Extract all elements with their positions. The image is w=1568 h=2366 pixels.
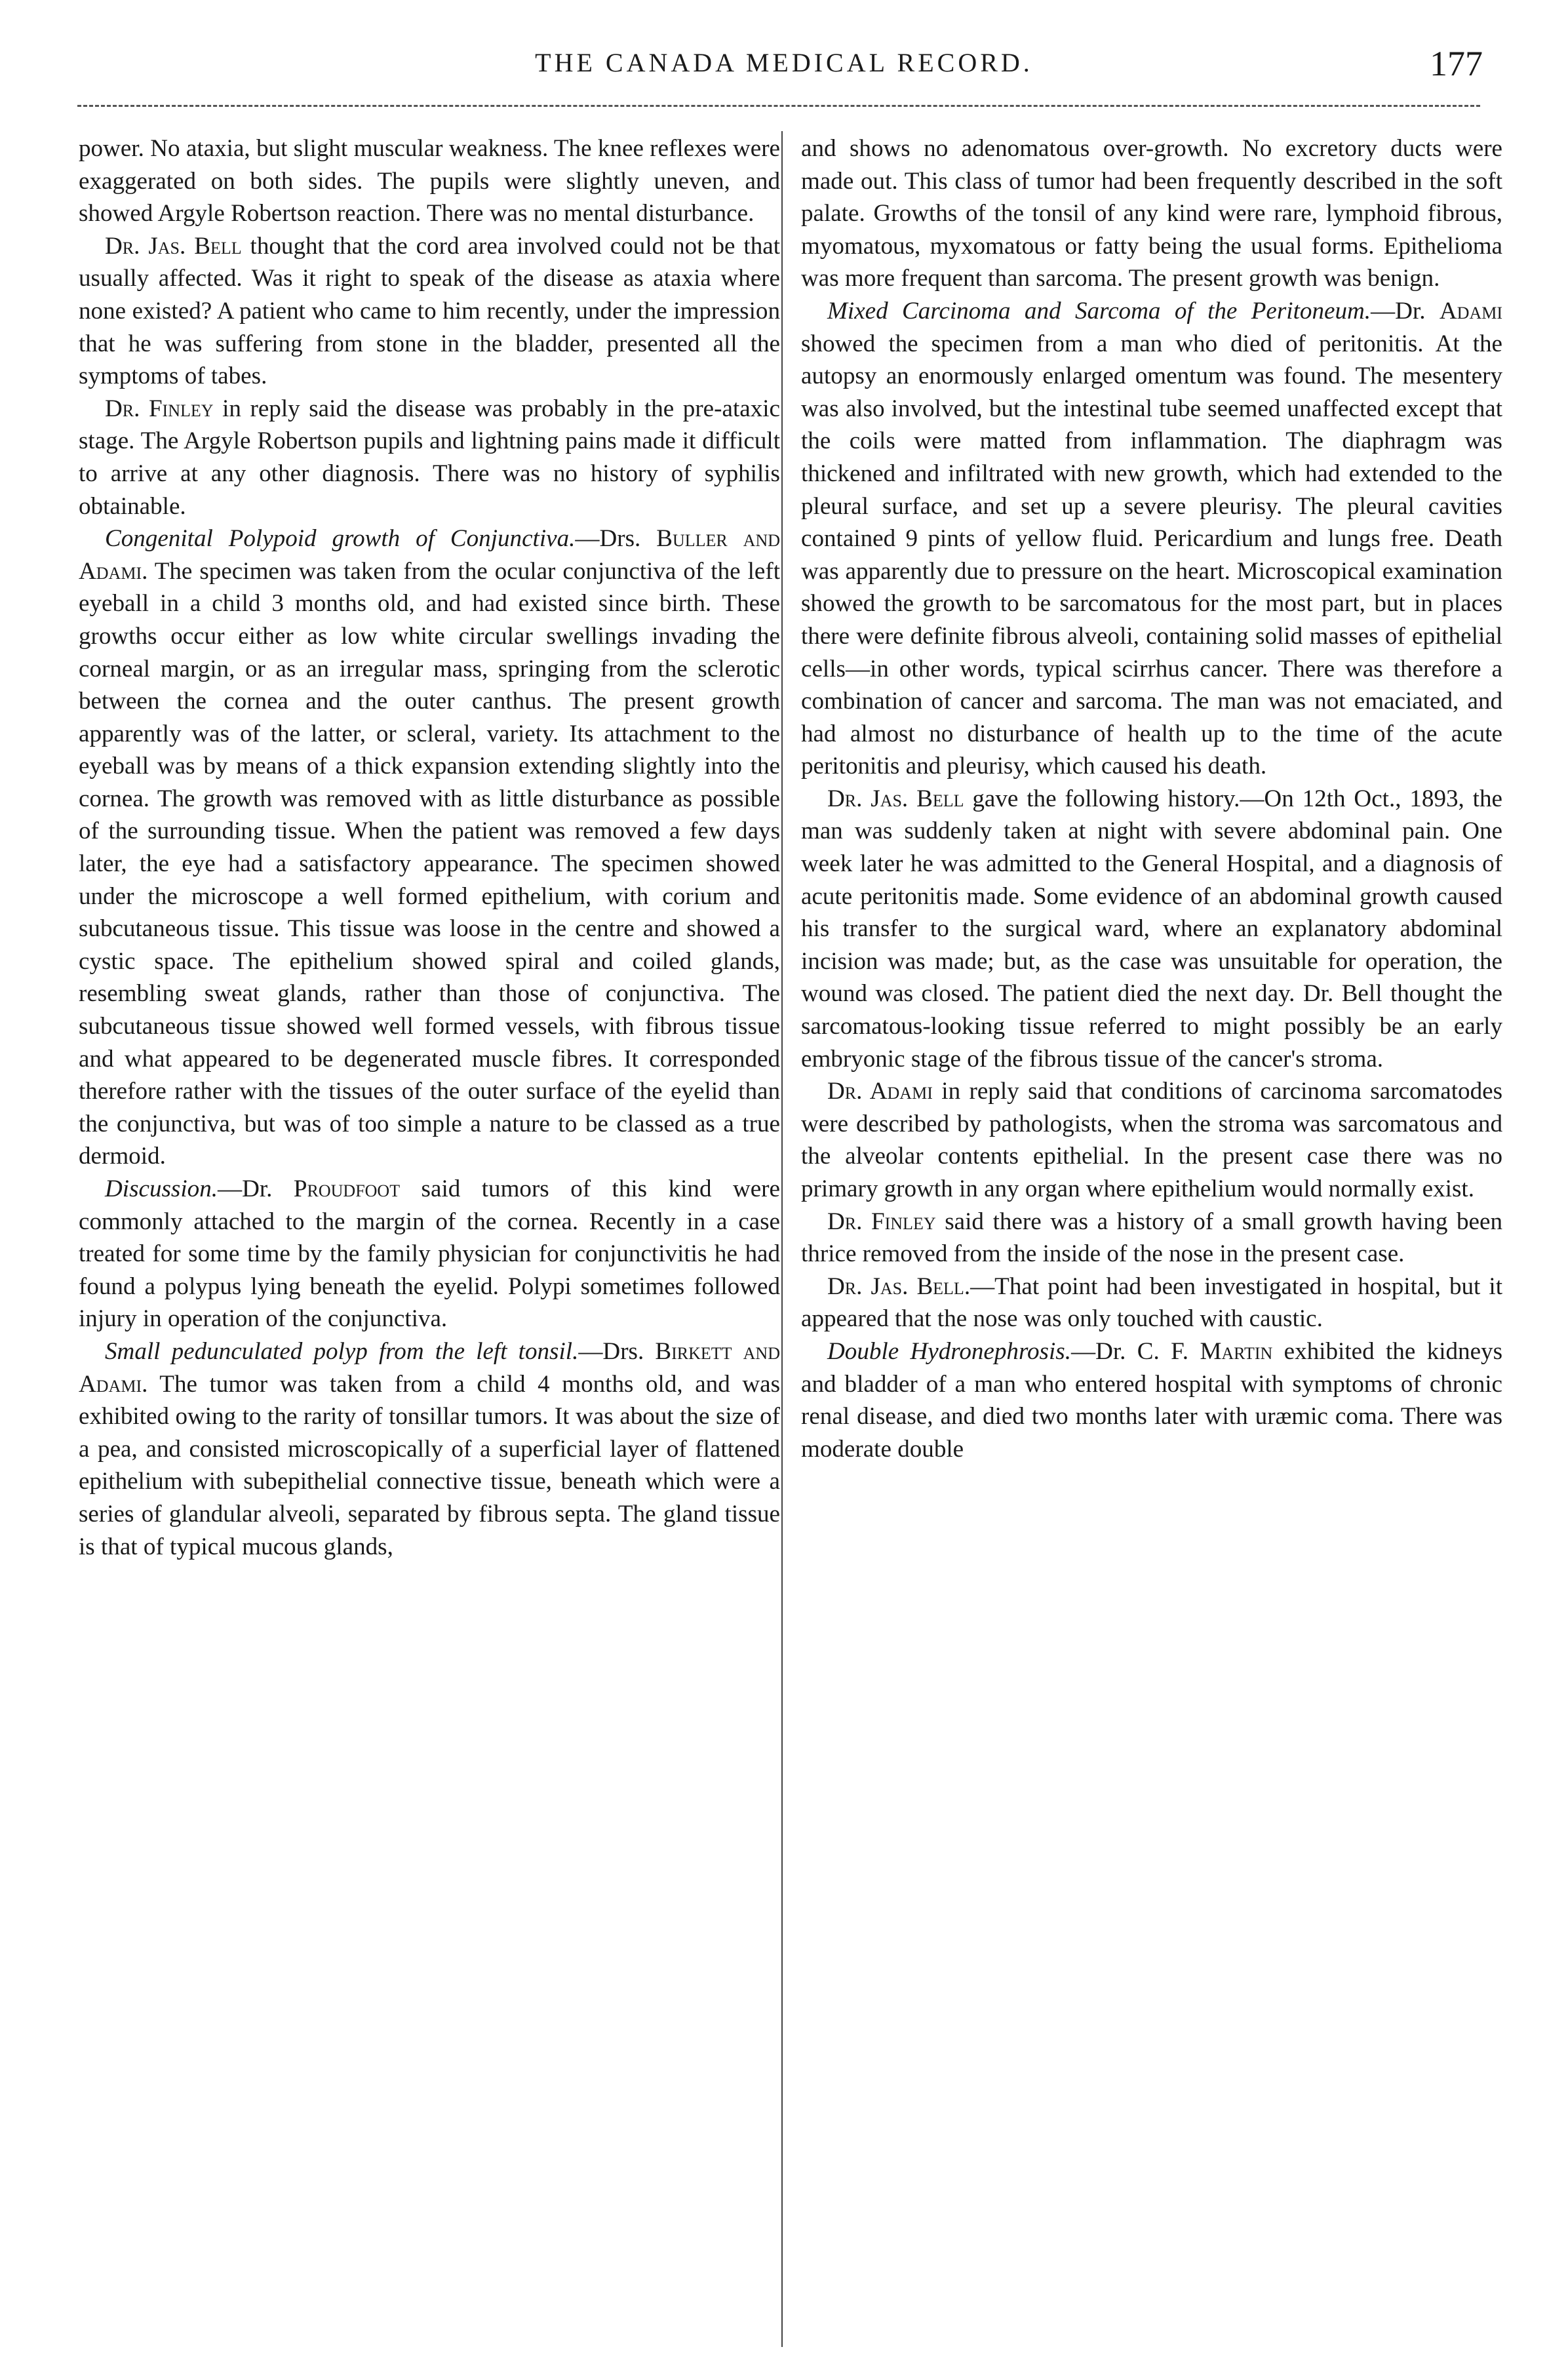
paragraph-text: The tumor was taken from a child 4 months old, and was exhibited owing to the rarity of tonsillar tumors. It was about the size of a pea, and consisted microscopically of a superficial layer of flattened epithelium with subepithelial connective tissue, beneath which were a series of glandular alveoli, separated by fibrous septa. The gland tissue is that of typical mucous glands, [79,1370,780,1560]
page-number: 177 [1430,44,1483,83]
speaker-name: Dr. Adami [827,1078,933,1105]
paragraph-text: and shows no adenomatous over-growth. No excretory ducts were made out. This class of tumor had been frequently described in the soft palate. Growths of the tonsil of any kind were rare, lymphoid fibrous, myomatous, myxomatous or fatty being the usual forms. Epithelioma was more frequent than sarcoma. The present growth was benign. [801,135,1502,292]
paragraph [801,1271,1502,1335]
paragraph-text: thought that the cord area involved could not be that usually affected. Was it right to speak of the disease as ataxia where none existed? A patient who came to him recently, under the impression that he was suffering from stone in the bladder, presented all the symptoms of tabes. [79,232,780,390]
paragraph [801,1075,1502,1205]
paragraph-text: power. No ataxia, but slight muscular weakness. The knee reflexes were exaggerated on both sides. The pupils were slightly uneven, and showed Argyle Robertson reaction. There was no mental disturbance. [79,135,780,227]
section-title: Small pedunculated polyp from the left tonsil. [105,1337,579,1365]
paragraph-text: exhibited the kidneys and bladder of a man who entered hospital with symptoms of chronic renal disease, and died two months later with uræmic coma. There was moderate double [801,1337,1502,1463]
paragraph [801,1335,1502,1465]
paragraph-text: in reply said that conditions of carcinoma sarcomatodes were described by pathologists, when the stroma was sarcomatous and the alveolar contents epithelial. In the present case there was no primary growth in any organ where epithelium would normally exist. [801,1078,1502,1202]
paragraph-text: said there was a history of a small growth having been thrice removed from the inside of the nose in the present case. [801,1208,1502,1268]
speaker-name: Dr. Jas. Bell. [827,1272,971,1300]
paragraph-text: The specimen was taken from the ocular conjunctiva of the left eyeball in a child 3 months old, and had existed since birth. These growths occur either as low white circular swellings invading the corneal margin, or as an irregular mass, springing from the sclerotic between the cornea and the outer canthus. The present growth apparently was of the latter, or scleral, variety. Its attachment to the eyeball was by means of a thick expansion extending slightly into the cornea. The growth was removed with as little disturbance as possible of the surrounding tissue. When the patient was removed a few days later, the eye had a satisfactory appearance. The specimen showed under the microscope a well formed epithelium, with corium and subcutaneous tissue. This tissue was loose in the centre and showed a cystic space. The epithelium showed spiral and coiled glands, resembling sweat glands, rather than those of conjunctiva. The subcutaneous tissue showed well formed vessels, with fibrous tissue and what appeared to be degenerated muscle fibres. It corresponded therefore rather with the tissues of the outer surface of the eyelid than the conjunctiva, but was of too simple a nature to be classed as a true dermoid. [79,557,780,1170]
paragraph-text: gave the following history.—On 12th Oct., 1893, the man was suddenly taken at night with severe abdominal pain. One week later he was admitted to the General Hospital, and a diagnosis of acute peritonitis made. Some evidence of an abdominal growth caused his transfer to the surgical ward, where an explanatory abdominal incision was made; but, as the case was unsuitable for operation, the wound was closed. The patient died the next day. Dr. Bell thought the sarcomatous-looking tissue referred to might possibly be an early embryonic stage of the fibrous tissue of the cancer's stroma. [801,785,1502,1073]
paragraph-text: in reply said the disease was probably in the pre-ataxic stage. The Argyle Robertson pupils and lightning pains made it difficult to arrive at any other diagnosis. There was no history of syphilis obtainable. [79,395,780,520]
paragraph-text: —Drs. [578,1337,656,1365]
paragraph [801,1206,1502,1271]
paragraph-text: —Dr. [1371,297,1440,325]
paragraph [79,393,780,522]
paragraph [801,783,1502,1075]
paragraph [801,132,1502,295]
section-title: Double Hydronephrosis. [827,1337,1071,1365]
section-title: Mixed Carcinoma and Sarcoma of the Peritoneum. [827,297,1371,325]
speaker-name: Martin [1200,1337,1273,1365]
paragraph-text: —Dr. [218,1175,294,1202]
speaker-name: Dr. Jas. Bell [105,232,242,260]
left-column [79,132,780,2348]
paragraph [79,1335,780,1563]
paragraph-text: said tumors of this kind were commonly attached to the margin of the cornea. Recently in a case treated for some time by the family physician for conjunctivitis he had found a polypus lying beneath the eyelid. Polypi sometimes followed injury in operation of the conjunctiva. [79,1175,780,1333]
paragraph-text: —Drs. [575,525,657,553]
paragraph [79,132,780,230]
paragraph-text: —Dr. C. F. [1070,1337,1200,1365]
section-title: Congenital Polypoid growth of Conjunctiva. [105,525,576,553]
header-rule [77,105,1480,107]
speaker-name: Proudfoot [293,1175,401,1202]
speaker-name: Dr. Finley [827,1208,936,1235]
paragraph-text: showed the specimen from a man who died of peritonitis. At the autopsy an enormously enlarged omentum was found. The mesentery was also involved, but the intestinal tube seemed unaffected except that the coils were matted from inflammation. The diaphragm was thickened and infiltrated with new growth, which had extended to the pleural surface, and set up a severe pleurisy. The pleural cavities contained 9 pints of yellow fluid. Pericardium and lungs free. Death was apparently due to pressure on the heart. Microscopical examination showed the growth to be sarcomatous for the most part, but in places there were definite fibrous alveoli, containing solid masses of epithelial cells—in other words, typical scirrhus cancer. There was therefore a combination of cancer and sarcoma. The man was not emaciated, and had almost no disturbance of health up to the time of the acute peritonitis and pleurisy, which caused his death. [801,330,1502,780]
column-rule [781,131,783,2347]
paragraph-text: —That point had been investigated in hospital, but it appeared that the nose was only touched with caustic. [801,1272,1502,1333]
paragraph [79,1173,780,1335]
right-column [801,132,1502,2348]
paragraph [79,230,780,393]
paragraph [79,522,780,1173]
speaker-name: Birkett and Adami. [79,1337,780,1398]
paragraph [801,295,1502,783]
speaker-name: Buller and Adami. [79,525,780,585]
running-title: THE CANADA MEDICAL RECORD. [535,48,1033,77]
page-header [0,44,1568,100]
speaker-name: Dr. Finley [105,395,214,422]
speaker-name: Adami [1439,297,1502,325]
speaker-name: Dr. Jas. Bell [827,785,964,812]
section-title: Discussion. [105,1175,218,1202]
